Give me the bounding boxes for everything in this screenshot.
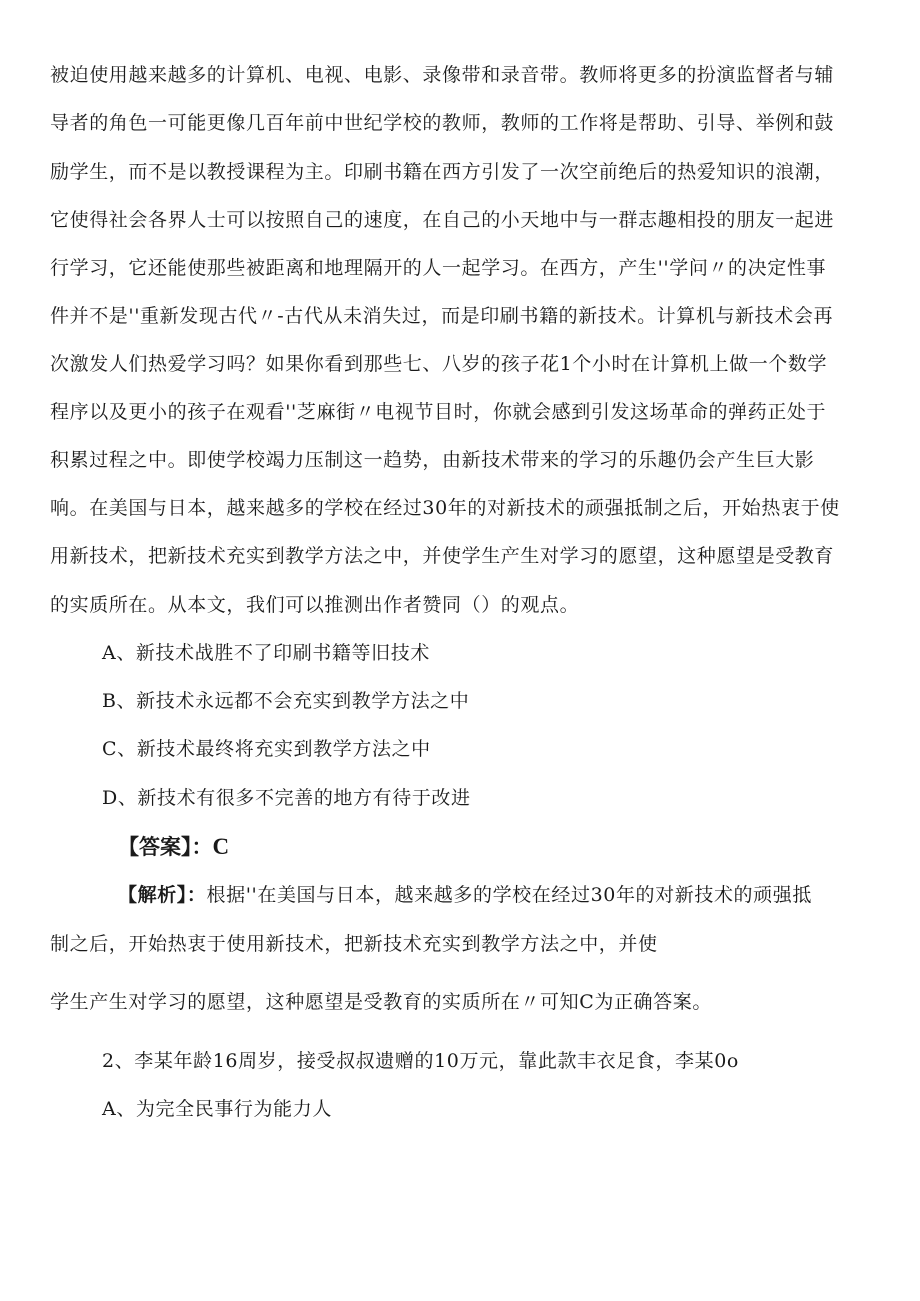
passage-line: 程序以及更小的孩子在观看''芝麻街〃电视节目时，你就会感到引发这场革命的弹药正处于 xyxy=(50,401,827,423)
question-2-stem: 2、李某年龄16周岁，接受叔叔遗赠的10万元，靠此款丰衣足食，李某0o xyxy=(102,1050,739,1072)
answer-label: 【答案】： xyxy=(118,835,213,859)
passage-line: 件并不是''重新发现古代〃-古代从未消失过，而是印刷书籍的新技术。计算机与新技术会再 xyxy=(50,305,834,327)
answer xyxy=(118,833,229,861)
analysis-line xyxy=(118,883,812,907)
passage-line: 它使得社会各界人士可以按照自己的速度，在自己的小天地中与一群志趣相投的朋友一起进 xyxy=(50,209,835,231)
analysis-line: 学生产生对学习的愿望，这种愿望是受教育的实质所在〃可知C为正确答案。 xyxy=(50,991,712,1013)
answer-value: C xyxy=(212,834,230,859)
passage-line: 导者的角色一可能更像几百年前中世纪学校的教师，教师的工作将是帮助、引导、举例和鼓 xyxy=(50,112,835,134)
passage-line: 励学生，而不是以教授课程为主。印刷书籍在西方引发了一次空前绝后的热爱知识的浪潮， xyxy=(50,161,835,183)
analysis-line: 制之后，开始热衷于使用新技术，把新技术充实到教学方法之中，并使 xyxy=(50,933,658,955)
passage-line: 积累过程之中。即使学校竭力压制这一趋势，由新技术带来的学习的乐趣仍会产生巨大影 xyxy=(50,449,815,471)
question-2-option-a: A、为完全民事行为能力人 xyxy=(102,1098,332,1120)
option-a: A、新技术战胜不了印刷书籍等旧技术 xyxy=(102,642,430,664)
option-d: D、新技术有很多不完善的地方有待于改进 xyxy=(102,787,471,809)
passage-line: 的实质所在。从本文，我们可以推测出作者赞同（）的观点。 xyxy=(50,594,580,616)
passage-line: 响。在美国与日本，越来越多的学校在经过30年的对新技术的顽强抵制之后，开始热衷于使 xyxy=(50,497,840,519)
analysis-text: 根据''在美国与日本，越来越多的学校在经过30年的对新技术的顽强抵 xyxy=(206,884,812,906)
analysis-label: 【解析】： xyxy=(118,884,207,906)
passage-line: 次激发人们热爱学习吗？如果你看到那些七、八岁的孩子花1个小时在计算机上做一个数学 xyxy=(50,353,828,375)
option-c: C、新技术最终将充实到教学方法之中 xyxy=(102,738,431,760)
passage-line: 行学习，它还能使那些被距离和地理隔开的人一起学习。在西方，产生''学问〃的决定性事 xyxy=(50,257,827,279)
passage-line: 用新技术，把新技术充实到教学方法之中，并使学生产生对学习的愿望，这种愿望是受教育 xyxy=(50,545,835,567)
passage-line: 被迫使用越来越多的计算机、电视、电影、录像带和录音带。教师将更多的扮演监督者与辅 xyxy=(50,64,835,86)
option-b: B、新技术永远都不会充实到教学方法之中 xyxy=(102,690,470,712)
